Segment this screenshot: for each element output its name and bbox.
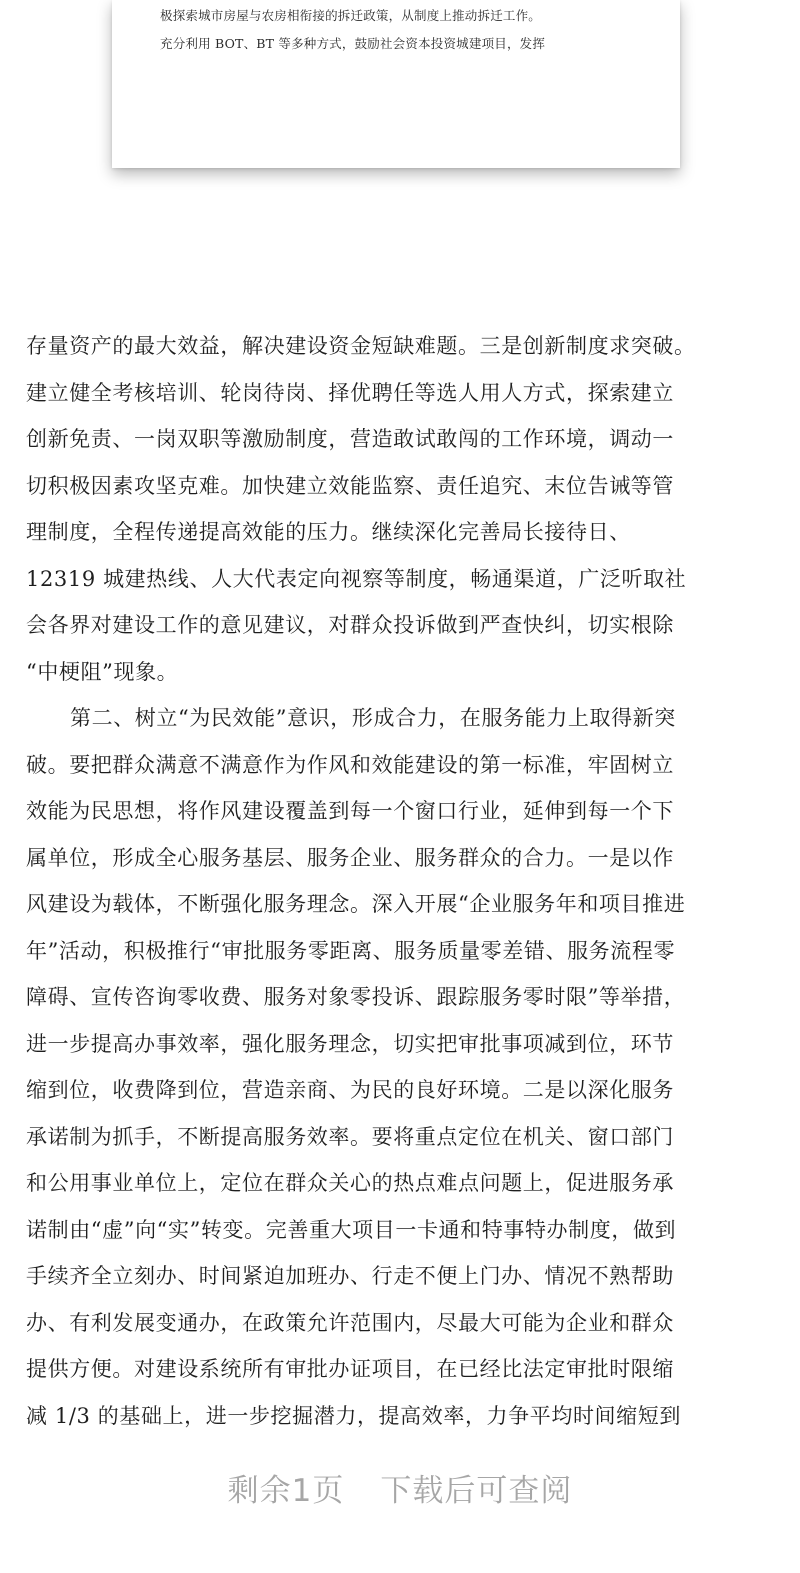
remaining-pages-label: 剩余1页 [227,1473,345,1509]
paragraph-line: 理制度，全程传递提高效能的压力。继续深化完善局长接待日、 [26,520,631,544]
previous-page-card [112,0,680,168]
paragraph-line: “中梗阻”现象。 [26,659,179,684]
document-body [26,323,786,1439]
paragraph-line: 风建设为载体，不断强化服务理念。深入开展“企业服务年和项目推进 [26,892,686,916]
paragraph-line: 诺制由“虚”向“实”转变。完善重大项目一卡通和特事特办制度，做到 [26,1217,677,1242]
paragraph-line: 效能为民思想，将作风建设覆盖到每一个窗口行业，延伸到每一个下 [26,799,674,823]
paragraph-line: 建立健全考核培训、轮岗待岗、择优聘任等选人用人方式，探索建立 [26,380,674,405]
paragraph-line: 属单位，形成全心服务基层、服务企业、服务群众的合力。一是以作 [26,845,674,870]
paragraph-line: 提供方便。对建设系统所有审批办证项目，在已经比法定审批时限缩 [26,1357,674,1381]
paragraph-line: 缩到位，收费降到位，营造亲商、为民的良好环境。二是以深化服务 [26,1078,674,1102]
paragraph-line: 手续齐全立刻办、时间紧迫加班办、行走不便上门办、情况不熟帮助 [26,1264,674,1288]
paragraph-line: 第二、树立“为民效能”意识，形成合力，在服务能力上取得新突 [70,706,676,730]
read-more-prompt[interactable] [0,1466,800,1516]
paragraph-line: 会各界对建设工作的意见建议，对群众投诉做到严查快纠，切实根除 [26,613,674,637]
card-text-line: 充分利用 BOT、BT 等多种方式，鼓励社会资本投资城建项目，发挥 [160,36,546,51]
download-hint-label: 下载后可查阅 [380,1473,573,1509]
paragraph-line: 存量资产的最大效益，解决建设资金短缺难题。三是创新制度求突破。 [26,334,696,358]
paragraph-line: 年”活动，积极推行“审批服务零距离、服务质量零差错、服务流程零 [26,938,676,963]
card-text-line: 极探索城市房屋与农房相衔接的拆迁政策，从制度上推动拆迁工作。 [160,8,542,23]
paragraph-line: 承诺制为抓手，不断提高服务效率。要将重点定位在机关、窗口部门 [26,1124,674,1149]
paragraph-line: 办、有利发展变通办，在政策允许范围内，尽最大可能为企业和群众 [26,1310,674,1335]
paragraph-line: 创新免责、一岗双职等激励制度，营造敢试敢闯的工作环境，调动一 [26,427,674,451]
paragraph-line: 12319 城建热线、人大代表定向视察等制度，畅通渠道，广泛听取社 [26,566,687,591]
paragraph-line: 破。要把群众满意不满意作为作风和效能建设的第一标准，牢固树立 [26,752,674,777]
paragraph-line: 障碍、宣传咨询零收费、服务对象零投诉、跟踪服务零时限”等举措， [26,985,686,1009]
paragraph-line: 进一步提高办事效率，强化服务理念，切实把审批事项减到位，环节 [26,1031,674,1056]
paragraph-line: 和公用事业单位上，定位在群众关心的热点难点问题上，促进服务承 [26,1171,674,1195]
paragraph-line: 减 1/3 的基础上，进一步挖掘潜力，提高效率，力争平均时间缩短到 [26,1403,681,1428]
paragraph-line: 切积极因素攻坚克难。加快建立效能监察、责任追究、末位告诫等管 [26,473,674,498]
